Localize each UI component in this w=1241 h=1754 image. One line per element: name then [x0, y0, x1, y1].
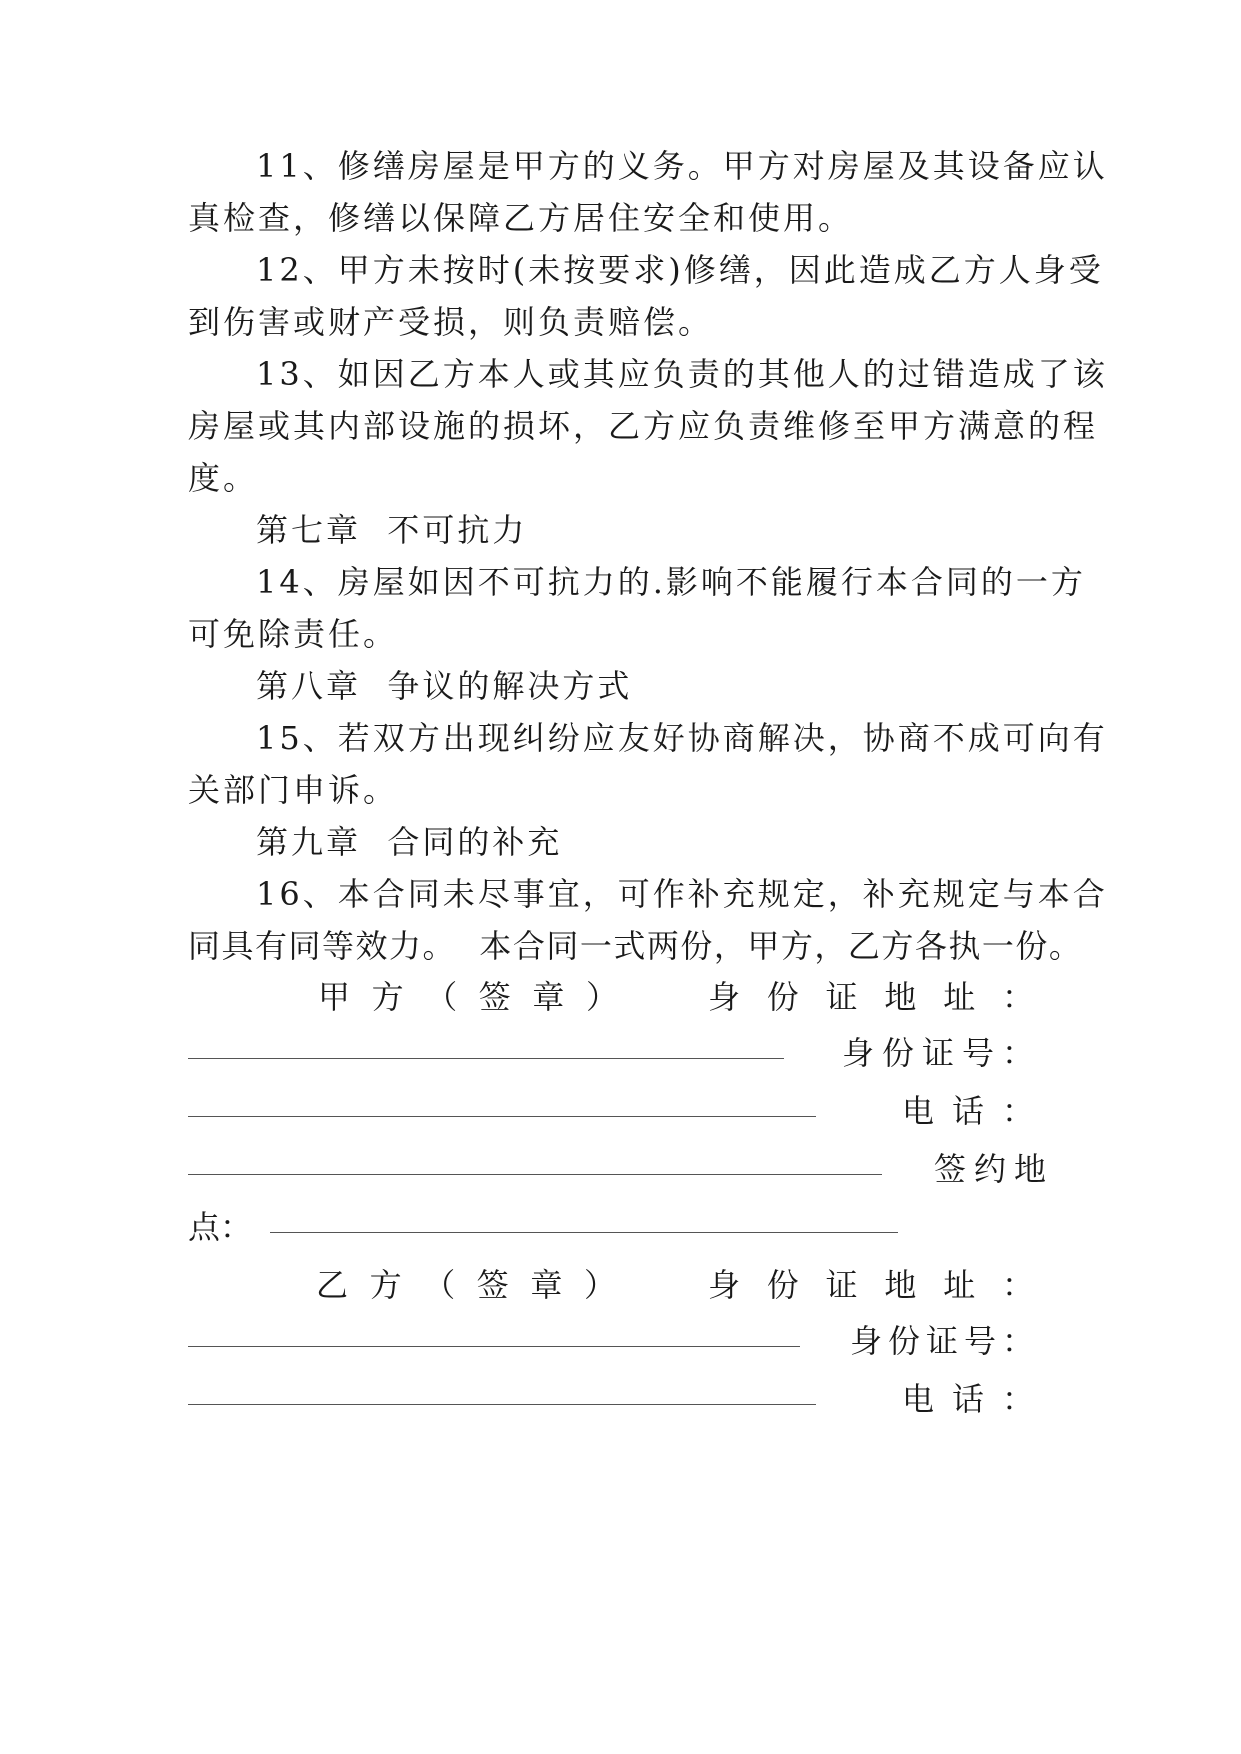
- party-b-id-number-label: 身份证号：: [850, 1322, 1034, 1360]
- party-b-phone-label: 电话：: [902, 1380, 1034, 1418]
- clause-11-line-1: 11、修缮房屋是甲方的义务。甲方对房屋及其设备应认: [256, 147, 1108, 185]
- chapter-8-heading: 第八章 争议的解决方式: [256, 667, 633, 705]
- chapter-9-heading: 第九章 合同的补充: [256, 823, 563, 861]
- party-b-id-address-label: 身份证地址：: [708, 1266, 1034, 1304]
- party-a-id-address-label: 身份证地址：: [708, 978, 1034, 1016]
- party-a-phone-blank: [188, 1174, 882, 1175]
- clause-13-line-3: 度。: [188, 459, 259, 497]
- clause-11-line-2: 真检查，修缮以保障乙方居住安全和使用。: [188, 199, 854, 237]
- clause-14-line-1: 14、房屋如因不可抗力的.影响不能履行本合同的一方: [256, 563, 1086, 601]
- party-a-id-number-label: 身份证号：: [842, 1034, 1034, 1072]
- clause-16-line-2: 同具有同等效力。 本合同一式两份，甲方，乙方各执一份。: [188, 927, 1083, 965]
- party-a-sign-place-label: 签约地: [934, 1150, 1046, 1188]
- clause-13-line-2: 房屋或其内部设施的损坏，乙方应负责维修至甲方满意的程: [188, 407, 1099, 445]
- clause-16-line-1: 16、本合同未尽事宜，可作补充规定，补充规定与本合: [256, 875, 1108, 913]
- party-b-id-address-blank: [188, 1346, 800, 1347]
- party-a-id-address-blank: [188, 1058, 784, 1059]
- clause-15-line-2: 关部门申诉。: [188, 771, 399, 809]
- clause-14-line-2: 可免除责任。: [188, 615, 399, 653]
- party-a-phone-label: 电话：: [902, 1092, 1034, 1130]
- party-a-sign-place-label-cont: 点：: [188, 1208, 253, 1246]
- clause-15-line-1: 15、若双方出现纠纷应友好协商解决，协商不成可向有: [256, 719, 1108, 757]
- chapter-7-heading: 第七章 不可抗力: [256, 511, 528, 549]
- party-b-sign-label: 乙方（签章）: [316, 1266, 616, 1304]
- party-a-sign-place-blank: [270, 1232, 898, 1233]
- clause-12-line-1: 12、甲方未按时(未按要求)修缮，因此造成乙方人身受: [256, 251, 1104, 289]
- party-a-id-number-blank: [188, 1116, 816, 1117]
- clause-12-line-2: 到伤害或财产受损，则负责赔偿。: [188, 303, 714, 341]
- party-a-sign-label: 甲方（签章）: [318, 978, 618, 1016]
- party-b-id-number-blank: [188, 1404, 816, 1405]
- clause-13-line-1: 13、如因乙方本人或其应负责的其他人的过错造成了该: [256, 355, 1108, 393]
